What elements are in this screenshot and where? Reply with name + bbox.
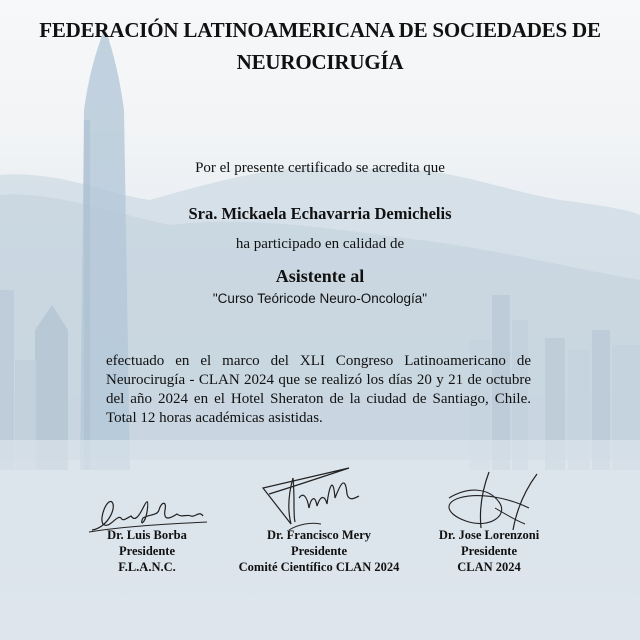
course-name: "Curso Teóricode Neuro-Oncología" bbox=[212, 291, 428, 306]
recipient-name: Sra. Mickaela Echavarria Demichelis bbox=[188, 204, 452, 223]
signatory-name: Dr. Francisco Mery bbox=[266, 528, 372, 542]
signatory-name: Dr. Jose Lorenzoni bbox=[438, 528, 540, 542]
intro-text: Por el presente certificado se acredita que bbox=[195, 160, 445, 176]
signatory-org: F.L.A.N.C. bbox=[118, 560, 176, 574]
signatory-title: Presidente bbox=[118, 544, 175, 558]
signatory-org: CLAN 2024 bbox=[457, 560, 521, 574]
signatory-title: Presidente bbox=[290, 544, 347, 558]
signature-francisco-mery bbox=[259, 458, 379, 538]
signatory-org: Comité Científico CLAN 2024 bbox=[238, 560, 400, 574]
role-intro-text: ha participado en calidad de bbox=[235, 236, 405, 252]
federation-title: FEDERACIÓN LATINOAMERICANA DE SOCIEDADES DE NEUROCIRUGÍA bbox=[39, 18, 601, 74]
signatory-name: Dr. Luis Borba bbox=[107, 528, 187, 542]
role-title: Asistente al bbox=[275, 266, 365, 286]
signatory-title: Presidente bbox=[460, 544, 517, 558]
certificate-body: efectuado en el marco del XLI Congreso Latinoamericano de Neurocirugía - CLAN 2024 que se realizó los días 20 y 21 de octubre del año 2024 en el Hotel Sheraton de la ciudad de Santiago, Chile. Total 12 horas académicas asistidas. bbox=[106, 353, 531, 426]
